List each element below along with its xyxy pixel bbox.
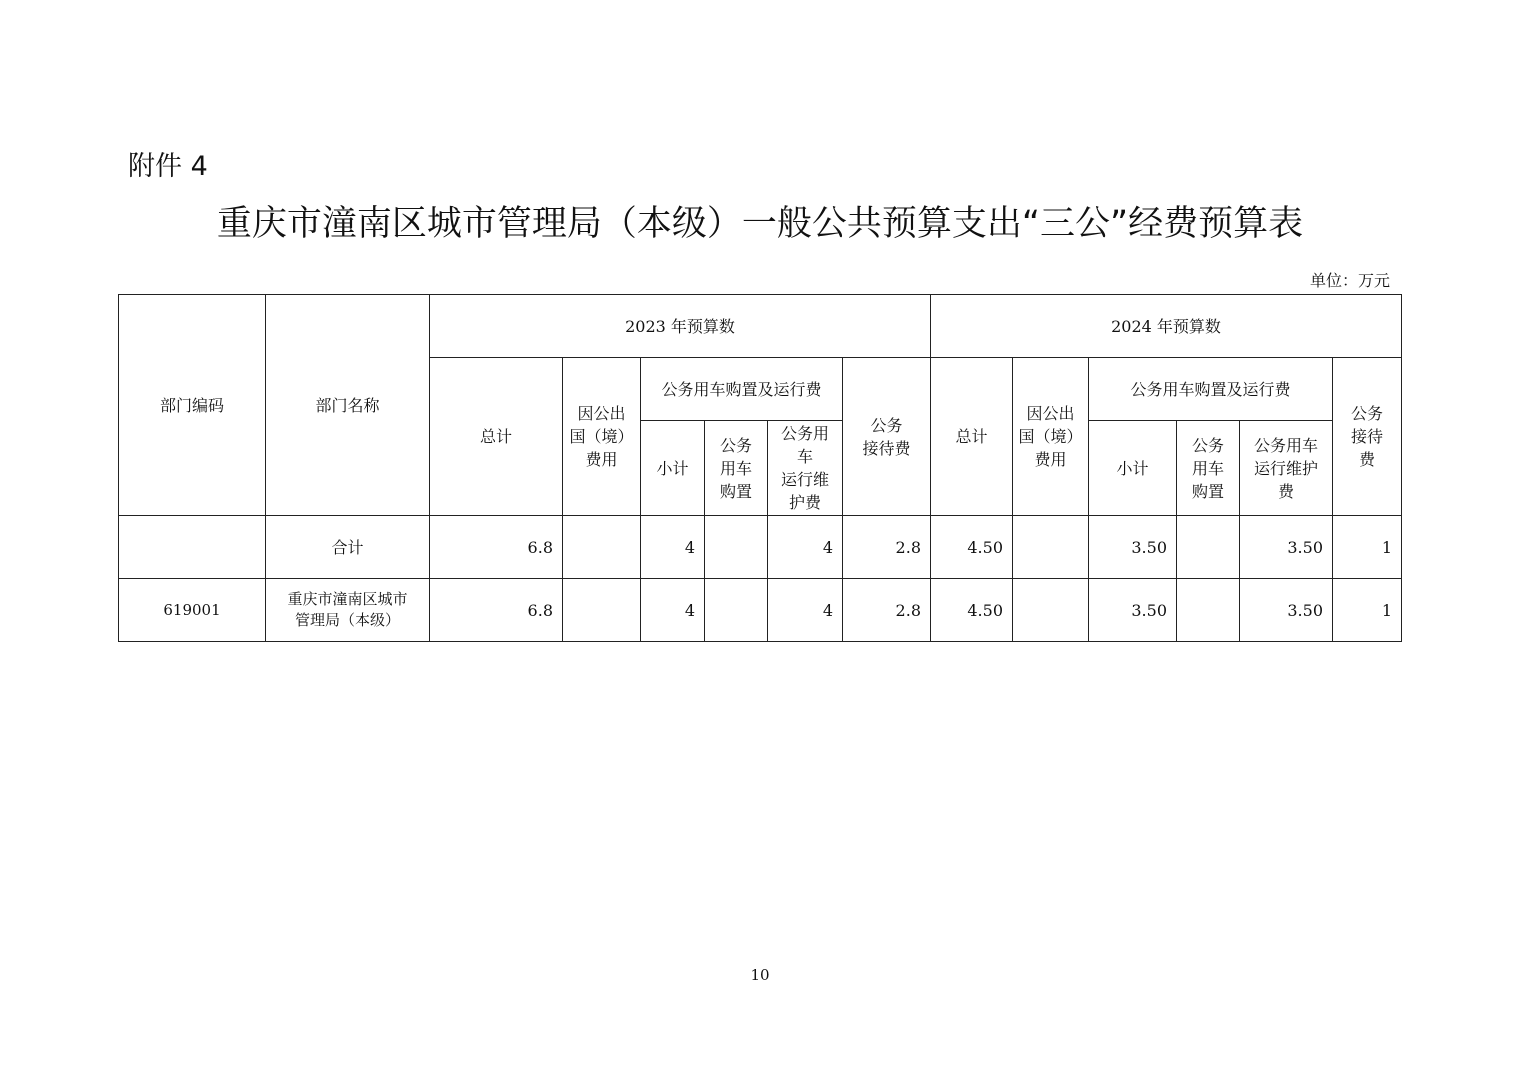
cell-2023-total: 6.8 xyxy=(430,579,563,642)
cell-2024-subtotal: 3.50 xyxy=(1089,516,1177,579)
header-2023-subtotal: 小计 xyxy=(641,421,705,516)
cell-2023-purchase xyxy=(705,579,768,642)
cell-2024-maint: 3.50 xyxy=(1240,516,1333,579)
header-dept-code: 部门编码 xyxy=(119,295,266,516)
cell-2024-purchase xyxy=(1177,516,1240,579)
header-2023-vehicle-maint: 公务用 车 运行维 护费 xyxy=(768,421,843,516)
cell-2023-reception: 2.8 xyxy=(843,516,931,579)
table-row xyxy=(119,579,1402,642)
header-2024-vehicle-purchase: 公务 用车 购置 xyxy=(1177,421,1240,516)
cell-code xyxy=(119,516,266,579)
header-2023-budget: 2023 年预算数 xyxy=(430,295,931,358)
header-2024-total: 总计 xyxy=(931,358,1013,516)
cell-2023-reception: 2.8 xyxy=(843,579,931,642)
cell-2023-maint: 4 xyxy=(768,516,843,579)
cell-name: 重庆市潼南区城市 管理局（本级） xyxy=(266,579,430,642)
cell-2023-subtotal: 4 xyxy=(641,579,705,642)
budget-table xyxy=(118,294,1402,642)
header-2024-budget: 2024 年预算数 xyxy=(931,295,1402,358)
cell-2023-purchase xyxy=(705,516,768,579)
page-number: 10 xyxy=(750,966,770,984)
header-2024-reception: 公务 接待 费 xyxy=(1333,358,1402,516)
cell-2024-abroad xyxy=(1013,516,1089,579)
cell-2023-abroad xyxy=(563,579,641,642)
header-2023-vehicle-purchase: 公务 用车 购置 xyxy=(705,421,768,516)
cell-2024-abroad xyxy=(1013,579,1089,642)
header-2024-abroad: 因公出 国（境） 费用 xyxy=(1013,358,1089,516)
cell-2023-abroad xyxy=(563,516,641,579)
header-2023-reception: 公务 接待费 xyxy=(843,358,931,516)
page-title: 重庆市潼南区城市管理局（本级）一般公共预算支出“三公”经费预算表 xyxy=(216,204,1304,244)
header-2024-vehicle-group: 公务用车购置及运行费 xyxy=(1089,358,1333,421)
table-row-total xyxy=(119,516,1402,579)
cell-2024-reception: 1 xyxy=(1333,579,1402,642)
header-2023-vehicle-group: 公务用车购置及运行费 xyxy=(641,358,843,421)
cell-2023-total: 6.8 xyxy=(430,516,563,579)
cell-2023-maint: 4 xyxy=(768,579,843,642)
unit-label: 单位：万元 xyxy=(1309,271,1390,290)
cell-2024-purchase xyxy=(1177,579,1240,642)
cell-2024-reception: 1 xyxy=(1333,516,1402,579)
header-2024-vehicle-maint: 公务用车 运行维护 费 xyxy=(1240,421,1333,516)
cell-name: 合计 xyxy=(266,516,430,579)
cell-2024-maint: 3.50 xyxy=(1240,579,1333,642)
attachment-label: 附件 4 xyxy=(128,151,208,182)
cell-2024-total: 4.50 xyxy=(931,579,1013,642)
cell-2023-subtotal: 4 xyxy=(641,516,705,579)
cell-2024-subtotal: 3.50 xyxy=(1089,579,1177,642)
header-2023-abroad: 因公出 国（境） 费用 xyxy=(563,358,641,516)
header-2023-total: 总计 xyxy=(430,358,563,516)
cell-code: 619001 xyxy=(119,579,266,642)
cell-2024-total: 4.50 xyxy=(931,516,1013,579)
header-2024-subtotal: 小计 xyxy=(1089,421,1177,516)
header-dept-name: 部门名称 xyxy=(266,295,430,516)
